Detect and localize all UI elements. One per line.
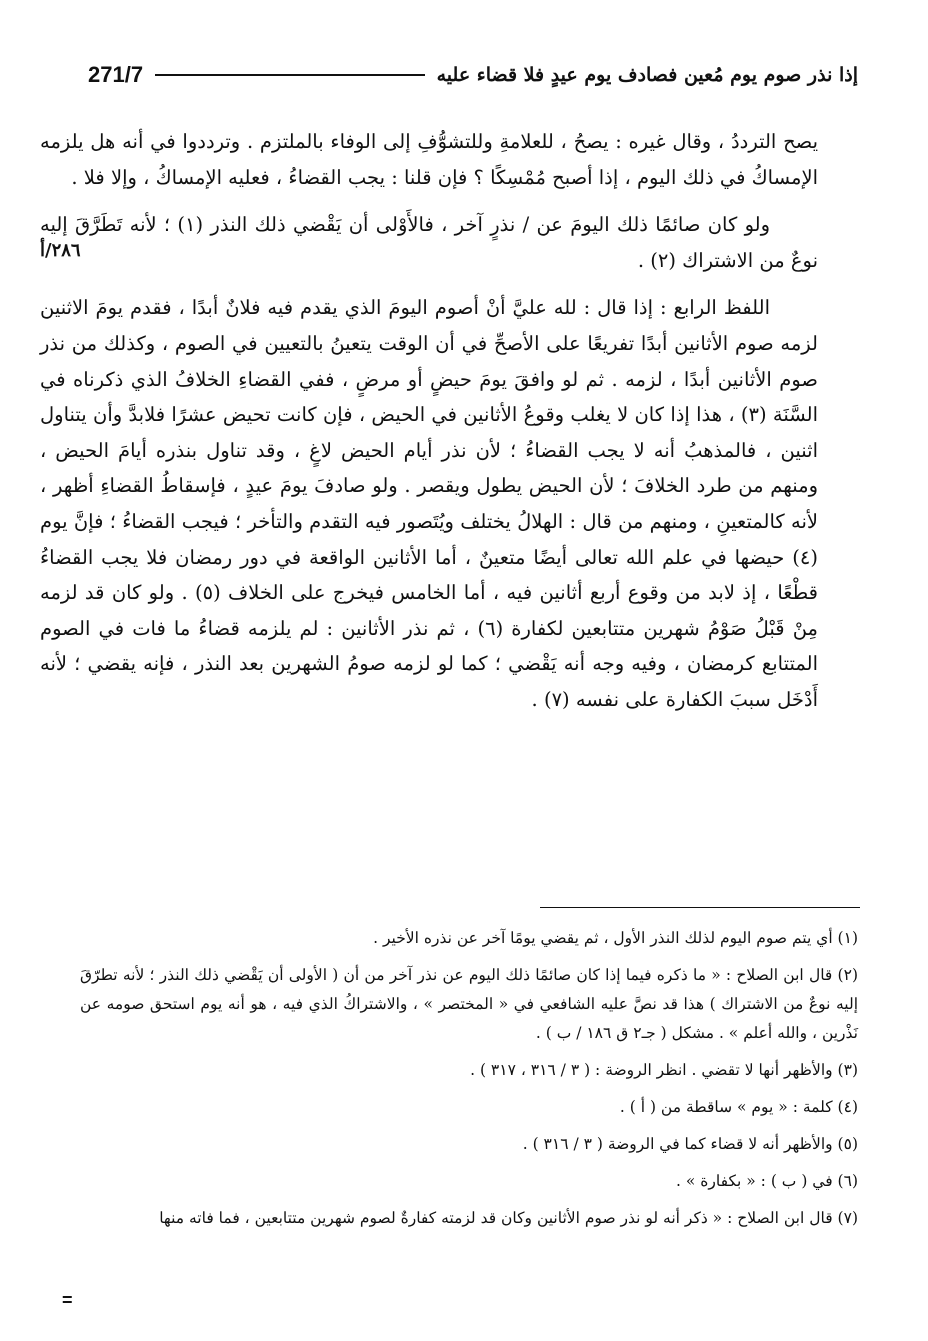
manuscript-folio-note: ٢٨٦/أ	[40, 240, 81, 261]
continuation-mark: =	[62, 1290, 73, 1310]
paragraph: اللفظ الرابع : إذا قال : لله عليَّ أنْ أصوم اليومَ الذي يقدم فيه فلانٌ أبدًا ، فقدم يومَ الاثنين لزمه صوم الأثانين أبدًا تفريعًا على الأصحِّ في أن الوقت يتعينُ بالتعيين في الصوم ، وكذلك من نذر صوم الأثانين أبدًا ، لزمه . ثم لو وافقَ يومَ حيضٍ أو مرضٍ ، ففي القضاءِ الخلافُ الذي ذكرناه في السَّنَة (٣) ، هذا إذا كان لا يغلب وقوعُ الأثانين في الحيض ، فإن كانت تحيض عشرًا فلابدَّ وأن يتناول اثنين ، فالمذهبُ أنه لا يجب القضاءُ ؛ لأن نذر أيام الحيض لاغٍ ، وقد تناول بنذره أيامَ الحيض ، ومنهم من طرد الخلافَ ؛ لأن الحيض يطول ويقصر . ولو صادفَ يومَ عيدٍ ، فإسقاطُ القضاءِ أظهر ، لأنه كالمتعينِ ، ومنهم من قال : الهلالُ يختلف ويُتَصور فيه التقدم والتأخر ؛ فيجب القضاءُ ؛ فإنَّ يوم (٤) حيضها في علم الله تعالى أيضًا متعينٌ ، أما الأثانين الواقعة في دور رمضان فلا يجب القضاءُ قطْعًا ، إذ لابد من وقوع أربع أثانين فيه ، أما الخامس فيخرج على الخلاف (٥) . ولو كان قد لزمه مِنْ قَبْلُ صَوْمُ شهرين متتابعين لكفارة (٦) ، ثم نذر الأثانين : لم يلزمه قضاءُ ما فات في الصوم المتتابع كرمضان ، وفيه وجه أنه يَقْضي ؛ كما لو لزمه صومُ الشهرين بعد النذر ، فإنه يقضي ؛ لأنه أَدْخَل سببَ الكفارة على نفسه (٧) .	[40, 296, 819, 711]
main-text	[40, 124, 818, 730]
footnote: (٤) كلمة : « يوم » ساقطة من ( أ ) .	[619, 1098, 858, 1116]
header-rule	[155, 74, 425, 76]
running-title: إذا نذر صوم يوم مُعين فصادف يوم عيدٍ فلا قضاء عليه	[436, 64, 858, 86]
footnotes	[80, 924, 858, 1241]
page-header	[88, 58, 858, 92]
footnote: (٢) قال ابن الصلاح : « ما ذكره فيما إذا كان صائمًا ذلك اليوم عن نذر آخر من أن ( الأولى أن يَقْضي ذلك النذر ؛ لأنه تطرّقَ إليه نوعٌ من الاشتراك ) هذا قد نصَّ عليه الشافعي في « المختصر » ، والاشتراكُ الذي فيه ، هو أنه يوم استحق صومه عن نَذْرين ، والله أعلم » . مشكل ( جـ٢ ق ١٨٦ / ب ) .	[80, 966, 858, 1042]
footnote: (٦) في ( ب ) : « بكفارة » .	[676, 1172, 858, 1190]
page-number: 271/7	[88, 62, 144, 87]
footnote: (١) أي يتم صوم اليوم لذلك النذر الأول ، ثم يقضي يومًا آخر عن نذره الأخير .	[373, 929, 858, 947]
paragraph: ولو كان صائمًا ذلك اليومَ عن / نذرٍ آخر ، فالأَوْلى أن يَقْضي ذلك النذر (١) ؛ لأنه تَطَرَّقَ إليه نوعٌ من الاشتراك (٢) .	[40, 213, 818, 272]
footnote: (٣) والأظهر أنها لا تقضي . انظر الروضة : ( ٣ / ٣١٦ ، ٣١٧ ) .	[470, 1061, 858, 1079]
footnote: (٧) قال ابن الصلاح : « ذكر أنه لو نذر صوم الأثانين وكان قد لزمته كفارةٌ لصوم شهرين متتابعين ، فما فاته منها	[159, 1209, 858, 1227]
footnote: (٥) والأظهر أنه لا قضاء كما في الروضة ( ٣ / ٣١٦ ) .	[522, 1135, 858, 1153]
footnote-separator	[540, 907, 860, 908]
paragraph: يصح الترددُ ، وقال غيره : يصحُ ، للعلامةِ وللتشوُّفِ إلى الوفاء بالملتزم . وترددوا في أنه هل يلزمه الإمساكُ في ذلك اليوم ، إذا أصبح مُمْسِكًا ؟ فإن قلنا : يجب القضاءُ ، فعليه الإمساكُ ، وإلا فلا .	[40, 130, 818, 189]
